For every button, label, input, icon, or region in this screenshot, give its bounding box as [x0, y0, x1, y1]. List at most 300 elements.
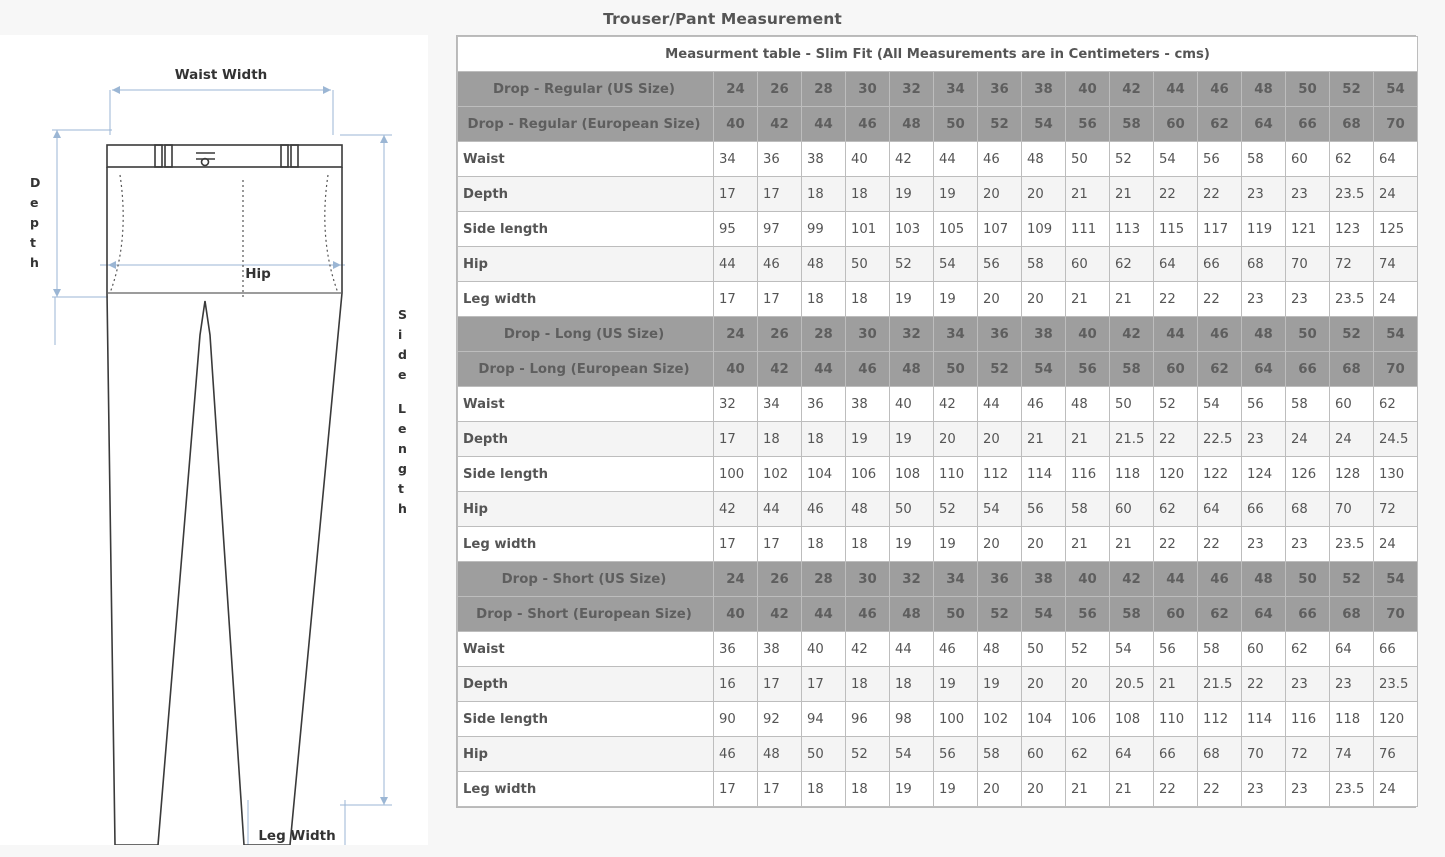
table-caption-row	[458, 37, 1418, 72]
measurement-cell: 105	[934, 212, 978, 247]
measurement-cell: 38	[802, 142, 846, 177]
measurement-cell: 23	[1286, 527, 1330, 562]
size-header-cell-eu: 58	[1110, 352, 1154, 387]
label-side-length	[398, 307, 407, 516]
measurement-cell: 23	[1330, 667, 1374, 702]
size-header-cell-us: 24	[714, 72, 758, 107]
measurement-cell: 22	[1154, 772, 1198, 807]
measurement-cell: 21	[1110, 527, 1154, 562]
measurement-cell: 62	[1066, 737, 1110, 772]
table-row	[458, 632, 1418, 667]
size-header-cell-us: 36	[978, 317, 1022, 352]
size-header-cell-eu: 58	[1110, 597, 1154, 632]
measurement-cell: 18	[846, 772, 890, 807]
measurement-cell: 108	[1110, 702, 1154, 737]
measurement-cell: 18	[802, 422, 846, 457]
size-header-cell-eu: 40	[714, 597, 758, 632]
size-header-cell-eu: 42	[758, 352, 802, 387]
measurement-cell: 50	[802, 737, 846, 772]
measurement-cell: 50	[846, 247, 890, 282]
measurement-cell: 36	[758, 142, 802, 177]
svg-text:g: g	[398, 461, 407, 476]
measurement-cell: 104	[1022, 702, 1066, 737]
label-leg-width: Leg Width	[258, 828, 336, 844]
measurement-cell: 56	[1198, 142, 1242, 177]
size-header-cell-eu: 54	[1022, 352, 1066, 387]
size-header-cell-us: 42	[1110, 72, 1154, 107]
size-header-cell-us: 32	[890, 562, 934, 597]
size-header-cell-eu: 62	[1198, 107, 1242, 142]
size-header-cell-us: 32	[890, 72, 934, 107]
size-header-cell-us: 38	[1022, 72, 1066, 107]
measurement-cell: 19	[934, 772, 978, 807]
measurement-cell: 50	[1110, 387, 1154, 422]
measurement-cell: 20	[1022, 282, 1066, 317]
size-header-cell-us: 24	[714, 317, 758, 352]
measurement-cell: 52	[846, 737, 890, 772]
size-header-row-eu	[458, 352, 1418, 387]
measurement-cell: 99	[802, 212, 846, 247]
measurement-cell: 23	[1242, 422, 1286, 457]
measurement-cell: 20	[978, 527, 1022, 562]
measurement-cell: 17	[758, 772, 802, 807]
measurement-cell: 18	[846, 667, 890, 702]
measurement-cell: 56	[1242, 387, 1286, 422]
size-header-cell-eu: 68	[1330, 597, 1374, 632]
size-header-cell-us: 38	[1022, 562, 1066, 597]
table-row	[458, 422, 1418, 457]
measurement-cell: 19	[890, 422, 934, 457]
table-row	[458, 282, 1418, 317]
measurement-cell: 46	[934, 632, 978, 667]
measurement-cell: 22	[1198, 177, 1242, 212]
svg-text:p: p	[30, 215, 39, 230]
size-header-row-us	[458, 72, 1418, 107]
size-header-cell-eu: 66	[1286, 352, 1330, 387]
svg-text:S: S	[398, 307, 408, 322]
size-header-cell-eu: 66	[1286, 597, 1330, 632]
measurement-cell: 62	[1110, 247, 1154, 282]
svg-text:t: t	[398, 481, 404, 496]
measurement-cell: 19	[978, 667, 1022, 702]
size-header-cell-eu: 46	[846, 597, 890, 632]
measurement-cell: 20	[978, 282, 1022, 317]
measurement-cell: 46	[978, 142, 1022, 177]
measurement-cell: 54	[1110, 632, 1154, 667]
measurement-cell: 92	[758, 702, 802, 737]
measurement-cell: 17	[758, 177, 802, 212]
measurement-cell: 74	[1330, 737, 1374, 772]
measurement-cell: 56	[1022, 492, 1066, 527]
measurement-cell: 40	[802, 632, 846, 667]
measurement-cell: 24	[1286, 422, 1330, 457]
size-header-cell-us: 54	[1374, 562, 1418, 597]
size-header-cell-us: 26	[758, 72, 802, 107]
label-waist-width: Waist Width	[174, 67, 268, 83]
svg-text:n: n	[398, 441, 407, 456]
size-header-cell-eu: 46	[846, 107, 890, 142]
measurement-cell: 60	[1066, 247, 1110, 282]
measurement-label: Leg width	[458, 772, 714, 807]
measurement-cell: 48	[1066, 387, 1110, 422]
measurement-cell: 60	[1242, 632, 1286, 667]
measurement-cell: 128	[1330, 457, 1374, 492]
measurement-cell: 18	[890, 667, 934, 702]
measurement-cell: 24	[1330, 422, 1374, 457]
measurement-cell: 52	[1110, 142, 1154, 177]
measurement-cell: 23	[1242, 527, 1286, 562]
measurement-cell: 60	[1022, 737, 1066, 772]
size-header-cell-eu: 50	[934, 107, 978, 142]
measurement-cell: 123	[1330, 212, 1374, 247]
measurement-cell: 48	[846, 492, 890, 527]
measurement-cell: 70	[1330, 492, 1374, 527]
measurement-label: Side length	[458, 212, 714, 247]
measurement-cell: 62	[1286, 632, 1330, 667]
measurement-cell: 104	[802, 457, 846, 492]
measurement-label: Waist	[458, 142, 714, 177]
measurement-cell: 115	[1154, 212, 1198, 247]
measurement-cell: 23.5	[1330, 772, 1374, 807]
measurement-cell: 54	[1198, 387, 1242, 422]
measurement-cell: 21	[1110, 177, 1154, 212]
size-header-cell-us: 48	[1242, 562, 1286, 597]
measurement-cell: 44	[934, 142, 978, 177]
measurement-cell: 22	[1198, 282, 1242, 317]
measurement-cell: 48	[978, 632, 1022, 667]
measurement-cell: 118	[1330, 702, 1374, 737]
measurement-cell: 34	[714, 142, 758, 177]
measurement-cell: 24	[1374, 772, 1418, 807]
size-header-cell-eu: 60	[1154, 352, 1198, 387]
measurement-cell: 48	[1022, 142, 1066, 177]
size-header-cell-eu: 68	[1330, 107, 1374, 142]
size-header-cell-us: 36	[978, 72, 1022, 107]
size-header-label-us: Drop - Regular (US Size)	[458, 72, 714, 107]
size-header-cell-eu: 50	[934, 597, 978, 632]
size-header-label-us: Drop - Long (US Size)	[458, 317, 714, 352]
size-header-cell-us: 28	[802, 317, 846, 352]
measurement-cell: 20.5	[1110, 667, 1154, 702]
table-row	[458, 177, 1418, 212]
table-row	[458, 667, 1418, 702]
svg-text:L: L	[398, 401, 406, 416]
measurement-cell: 20	[1022, 177, 1066, 212]
measurement-cell: 21	[1110, 282, 1154, 317]
measurement-cell: 72	[1330, 247, 1374, 282]
measurement-cell: 22	[1154, 282, 1198, 317]
measurement-label: Leg width	[458, 282, 714, 317]
measurement-cell: 70	[1286, 247, 1330, 282]
measurement-cell: 18	[758, 422, 802, 457]
size-header-cell-us: 44	[1154, 317, 1198, 352]
size-header-cell-us: 28	[802, 72, 846, 107]
measurement-cell: 17	[714, 422, 758, 457]
measurement-cell: 22	[1242, 667, 1286, 702]
measurement-cell: 98	[890, 702, 934, 737]
measurement-cell: 108	[890, 457, 934, 492]
size-header-cell-eu: 46	[846, 352, 890, 387]
measurement-cell: 62	[1330, 142, 1374, 177]
measurement-cell: 54	[1154, 142, 1198, 177]
measurement-table-wrap	[456, 35, 1416, 808]
size-header-cell-us: 52	[1330, 317, 1374, 352]
size-header-row-eu	[458, 107, 1418, 142]
table-row	[458, 142, 1418, 177]
size-header-cell-eu: 52	[978, 107, 1022, 142]
size-header-cell-eu: 54	[1022, 597, 1066, 632]
size-header-cell-us: 38	[1022, 317, 1066, 352]
measurement-cell: 18	[846, 177, 890, 212]
size-header-cell-eu: 54	[1022, 107, 1066, 142]
measurement-label: Depth	[458, 177, 714, 212]
size-header-cell-us: 48	[1242, 72, 1286, 107]
measurement-label: Waist	[458, 387, 714, 422]
measurement-cell: 96	[846, 702, 890, 737]
measurement-cell: 72	[1286, 737, 1330, 772]
size-header-label-eu: Drop - Regular (European Size)	[458, 107, 714, 142]
size-header-cell-us: 30	[846, 317, 890, 352]
measurement-cell: 21	[1022, 422, 1066, 457]
size-header-cell-us: 26	[758, 317, 802, 352]
measurement-cell: 56	[978, 247, 1022, 282]
measurement-cell: 42	[714, 492, 758, 527]
measurement-cell: 62	[1154, 492, 1198, 527]
measurement-cell: 44	[714, 247, 758, 282]
table-row	[458, 457, 1418, 492]
size-header-cell-us: 42	[1110, 317, 1154, 352]
measurement-cell: 112	[978, 457, 1022, 492]
measurement-cell: 46	[714, 737, 758, 772]
measurement-cell: 21	[1066, 177, 1110, 212]
measurement-cell: 19	[846, 422, 890, 457]
size-header-row-eu	[458, 597, 1418, 632]
size-header-cell-eu: 44	[802, 107, 846, 142]
measurement-cell: 58	[1066, 492, 1110, 527]
measurement-cell: 66	[1242, 492, 1286, 527]
content-layout	[0, 35, 1445, 845]
measurement-cell: 23	[1242, 282, 1286, 317]
measurement-cell: 122	[1198, 457, 1242, 492]
measurement-cell: 60	[1286, 142, 1330, 177]
size-header-cell-us: 48	[1242, 317, 1286, 352]
measurement-cell: 120	[1154, 457, 1198, 492]
measurement-cell: 52	[890, 247, 934, 282]
measurement-cell: 17	[758, 527, 802, 562]
measurement-cell: 18	[802, 282, 846, 317]
measurement-cell: 20	[1066, 667, 1110, 702]
measurement-cell: 103	[890, 212, 934, 247]
measurement-cell: 58	[1242, 142, 1286, 177]
measurement-cell: 90	[714, 702, 758, 737]
size-header-cell-eu: 70	[1374, 107, 1418, 142]
size-header-cell-eu: 44	[802, 597, 846, 632]
measurement-cell: 110	[1154, 702, 1198, 737]
size-header-cell-us: 30	[846, 72, 890, 107]
size-header-cell-us: 50	[1286, 72, 1330, 107]
measurement-cell: 117	[1198, 212, 1242, 247]
measurement-cell: 21	[1066, 282, 1110, 317]
size-header-cell-us: 26	[758, 562, 802, 597]
size-header-cell-eu: 44	[802, 352, 846, 387]
measurement-cell: 23.5	[1330, 282, 1374, 317]
measurement-label: Depth	[458, 422, 714, 457]
size-header-cell-us: 34	[934, 72, 978, 107]
measurement-cell: 60	[1110, 492, 1154, 527]
measurement-cell: 110	[934, 457, 978, 492]
measurement-cell: 125	[1374, 212, 1418, 247]
measurement-cell: 70	[1242, 737, 1286, 772]
measurement-cell: 32	[714, 387, 758, 422]
size-header-cell-eu: 48	[890, 107, 934, 142]
measurement-cell: 20	[978, 177, 1022, 212]
measurement-cell: 18	[846, 527, 890, 562]
measurement-cell: 112	[1198, 702, 1242, 737]
size-header-cell-eu: 42	[758, 597, 802, 632]
svg-text:e: e	[398, 421, 407, 436]
measurement-cell: 22	[1198, 527, 1242, 562]
measurement-cell: 24	[1374, 177, 1418, 212]
measurement-cell: 21	[1110, 772, 1154, 807]
measurement-cell: 58	[1198, 632, 1242, 667]
measurement-label: Leg width	[458, 527, 714, 562]
size-header-cell-eu: 52	[978, 597, 1022, 632]
size-header-cell-us: 46	[1198, 72, 1242, 107]
measurement-cell: 114	[1242, 702, 1286, 737]
measurement-cell: 19	[890, 177, 934, 212]
measurement-cell: 121	[1286, 212, 1330, 247]
measurement-cell: 21	[1154, 667, 1198, 702]
measurement-cell: 40	[846, 142, 890, 177]
measurement-cell: 97	[758, 212, 802, 247]
size-header-cell-us: 30	[846, 562, 890, 597]
measurement-cell: 106	[1066, 702, 1110, 737]
measurement-cell: 52	[1066, 632, 1110, 667]
measurement-cell: 23	[1286, 282, 1330, 317]
measurement-cell: 19	[934, 177, 978, 212]
size-header-cell-eu: 58	[1110, 107, 1154, 142]
size-header-cell-eu: 50	[934, 352, 978, 387]
measurement-cell: 74	[1374, 247, 1418, 282]
measurement-cell: 126	[1286, 457, 1330, 492]
measurement-cell: 22	[1198, 772, 1242, 807]
measurement-label: Waist	[458, 632, 714, 667]
measurement-cell: 23.5	[1330, 527, 1374, 562]
measurement-cell: 64	[1330, 632, 1374, 667]
measurement-cell: 18	[802, 527, 846, 562]
measurement-cell: 21	[1066, 422, 1110, 457]
measurement-cell: 95	[714, 212, 758, 247]
measurement-cell: 46	[758, 247, 802, 282]
size-header-row-us	[458, 562, 1418, 597]
measurement-cell: 94	[802, 702, 846, 737]
size-header-cell-eu: 64	[1242, 107, 1286, 142]
measurement-cell: 124	[1242, 457, 1286, 492]
measurement-cell: 24.5	[1374, 422, 1418, 457]
measurement-cell: 17	[714, 527, 758, 562]
table-row	[458, 702, 1418, 737]
measurement-label: Side length	[458, 457, 714, 492]
measurement-cell: 107	[978, 212, 1022, 247]
size-header-cell-us: 52	[1330, 72, 1374, 107]
size-header-cell-us: 54	[1374, 317, 1418, 352]
size-header-cell-us: 36	[978, 562, 1022, 597]
measurement-cell: 62	[1374, 387, 1418, 422]
size-header-cell-eu: 62	[1198, 352, 1242, 387]
measurement-cell: 72	[1374, 492, 1418, 527]
measurement-cell: 66	[1198, 247, 1242, 282]
svg-text:d: d	[398, 347, 407, 362]
measurement-cell: 68	[1286, 492, 1330, 527]
measurement-cell: 20	[1022, 772, 1066, 807]
measurement-cell: 19	[934, 667, 978, 702]
measurement-cell: 50	[1022, 632, 1066, 667]
size-header-cell-eu: 64	[1242, 352, 1286, 387]
measurement-cell: 106	[846, 457, 890, 492]
size-header-cell-us: 24	[714, 562, 758, 597]
size-header-cell-us: 28	[802, 562, 846, 597]
size-header-cell-us: 52	[1330, 562, 1374, 597]
measurement-cell: 23.5	[1330, 177, 1374, 212]
measurement-cell: 111	[1066, 212, 1110, 247]
table-row	[458, 492, 1418, 527]
size-header-label-us: Drop - Short (US Size)	[458, 562, 714, 597]
size-header-cell-us: 34	[934, 317, 978, 352]
table-caption: Measurment table - Slim Fit (All Measurements are in Centimeters - cms)	[458, 37, 1418, 72]
measurement-cell: 46	[1022, 387, 1066, 422]
measurement-cell: 66	[1374, 632, 1418, 667]
measurement-cell: 21	[1066, 527, 1110, 562]
measurement-cell: 64	[1374, 142, 1418, 177]
measurement-cell: 42	[846, 632, 890, 667]
size-header-cell-eu: 40	[714, 107, 758, 142]
size-header-cell-eu: 52	[978, 352, 1022, 387]
size-header-cell-us: 40	[1066, 72, 1110, 107]
measurement-cell: 17	[714, 772, 758, 807]
size-header-cell-us: 46	[1198, 317, 1242, 352]
measurement-cell: 20	[978, 772, 1022, 807]
measurement-cell: 16	[714, 667, 758, 702]
svg-text:t: t	[30, 235, 36, 250]
measurement-cell: 19	[890, 772, 934, 807]
size-header-label-eu: Drop - Long (European Size)	[458, 352, 714, 387]
size-header-cell-us: 34	[934, 562, 978, 597]
size-header-cell-us: 50	[1286, 562, 1330, 597]
svg-text:h: h	[398, 501, 407, 516]
svg-text:i: i	[398, 327, 403, 342]
measurement-label: Side length	[458, 702, 714, 737]
measurement-cell: 64	[1198, 492, 1242, 527]
measurement-cell: 21.5	[1198, 667, 1242, 702]
size-header-cell-eu: 68	[1330, 352, 1374, 387]
measurement-cell: 102	[758, 457, 802, 492]
size-header-cell-us: 44	[1154, 562, 1198, 597]
measurement-cell: 23.5	[1374, 667, 1418, 702]
measurement-cell: 54	[934, 247, 978, 282]
measurement-cell: 19	[934, 282, 978, 317]
measurement-cell: 21	[1066, 772, 1110, 807]
measurement-cell: 119	[1242, 212, 1286, 247]
measurement-cell: 24	[1374, 282, 1418, 317]
measurement-cell: 23	[1242, 177, 1286, 212]
size-header-cell-eu: 70	[1374, 352, 1418, 387]
measurement-cell: 38	[846, 387, 890, 422]
measurement-label: Depth	[458, 667, 714, 702]
measurement-cell: 34	[758, 387, 802, 422]
measurement-cell: 56	[934, 737, 978, 772]
size-header-cell-us: 50	[1286, 317, 1330, 352]
measurement-cell: 109	[1022, 212, 1066, 247]
